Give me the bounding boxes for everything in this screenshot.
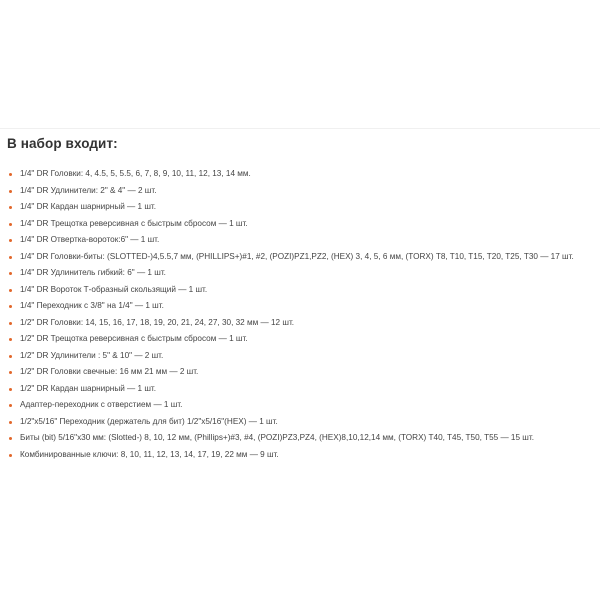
list-item-text: 1/2" DR Удлинители : 5" & 10" — 2 шт.	[20, 350, 164, 360]
bullet-icon	[9, 355, 12, 358]
list-item	[0, 315, 600, 332]
list-item-text: 1/2" DR Головки свечные: 16 мм 21 мм — 2 шт.	[20, 367, 199, 376]
list-item-text: 1/4" DR Вороток Т-образный скользящий — 1 шт.	[20, 284, 208, 294]
bullet-icon	[9, 173, 12, 176]
section-divider	[0, 128, 600, 129]
bullet-icon	[9, 421, 12, 424]
list-item-text: 1/4" DR Кардан шарнирный — 1 шт.	[20, 202, 157, 211]
list-item-text: 1/2" DR Кардан шарнирный — 1 шт.	[20, 383, 157, 393]
bullet-icon	[9, 256, 12, 259]
section-heading: В набор входит:	[7, 136, 118, 151]
bullet-icon	[9, 322, 12, 325]
list-item	[0, 381, 600, 398]
list-item-text: 1/4" Переходник с 3/8" на 1/4" — 1 шт.	[20, 301, 164, 310]
bullet-icon	[9, 388, 12, 391]
bullet-icon	[9, 239, 12, 242]
list-item-text: Биты (bit) 5/16"x30 мм: (Slotted-) 8, 10, 12 мм, (Phillips+)#3, #4, (POZI)PZ3,PZ4, (HEX)8,10,12,14 мм, (TORX) T40, T45, T50, T55 — 15 шт.	[20, 433, 534, 442]
bullet-icon	[9, 437, 12, 440]
list-item	[0, 397, 600, 414]
list-item-text: 1/2" DR Головки: 14, 15, 16, 17, 18, 19, 20, 21, 24, 27, 30, 32 мм — 12 шт.	[20, 317, 295, 327]
list-item	[0, 348, 600, 365]
list-item	[0, 216, 600, 233]
bullet-icon	[9, 206, 12, 209]
bullet-icon	[9, 223, 12, 226]
list-item-text: 1/4" DR Головки: 4, 4.5, 5, 5.5, 6, 7, 8, 9, 10, 11, 12, 13, 14 мм.	[20, 169, 251, 178]
bullet-icon	[9, 272, 12, 275]
list-item-text: 1/4" DR Головки-биты: (SLOTTED-)4,5.5,7 мм, (PHILLIPS+)#1, #2, (POZI)PZ1,PZ2, (HEX) 3, 4, 5, 6 мм, (TORX) T8, T10, T15, T20, T25, T30 — 17 шт.	[20, 251, 574, 261]
list-item	[0, 447, 600, 464]
list-item	[0, 232, 600, 249]
bullet-icon	[9, 371, 12, 374]
list-item	[0, 183, 600, 200]
list-item	[0, 265, 600, 282]
bullet-icon	[9, 190, 12, 193]
list-item	[0, 282, 600, 299]
bullet-icon	[9, 289, 12, 292]
list-item	[0, 199, 600, 216]
list-item	[0, 331, 600, 348]
bullet-icon	[9, 454, 12, 457]
bullet-icon	[9, 404, 12, 407]
list-item-text: 1/2" DR Трещотка реверсивная с быстрым сбросом — 1 шт.	[20, 334, 248, 343]
list-item-text: 1/4" DR Удлинитель гибкий: 6" — 1 шт.	[20, 268, 166, 277]
bullet-icon	[9, 338, 12, 341]
list-item	[0, 364, 600, 381]
list-item	[0, 298, 600, 315]
kit-contents-list	[0, 166, 600, 463]
list-item-text: Комбинированные ключи: 8, 10, 11, 12, 13, 14, 17, 19, 22 мм — 9 шт.	[20, 449, 279, 459]
list-item-text: Адаптер-переходник с отверстием — 1 шт.	[20, 400, 183, 409]
list-item	[0, 166, 600, 183]
list-item	[0, 249, 600, 266]
list-item-text: 1/4" DR Отвертка-вороток:6" — 1 шт.	[20, 235, 160, 244]
list-item-text: 1/4" DR Трещотка реверсивная с быстрым сбросом — 1 шт.	[20, 218, 248, 228]
list-item-text: 1/4" DR Удлинители: 2" & 4" — 2 шт.	[20, 185, 157, 195]
list-item	[0, 430, 600, 447]
list-item-text: 1/2"x5/16" Переходник (держатель для бит) 1/2"x5/16"(HEX) — 1 шт.	[20, 416, 278, 426]
list-item	[0, 414, 600, 431]
bullet-icon	[9, 305, 12, 308]
